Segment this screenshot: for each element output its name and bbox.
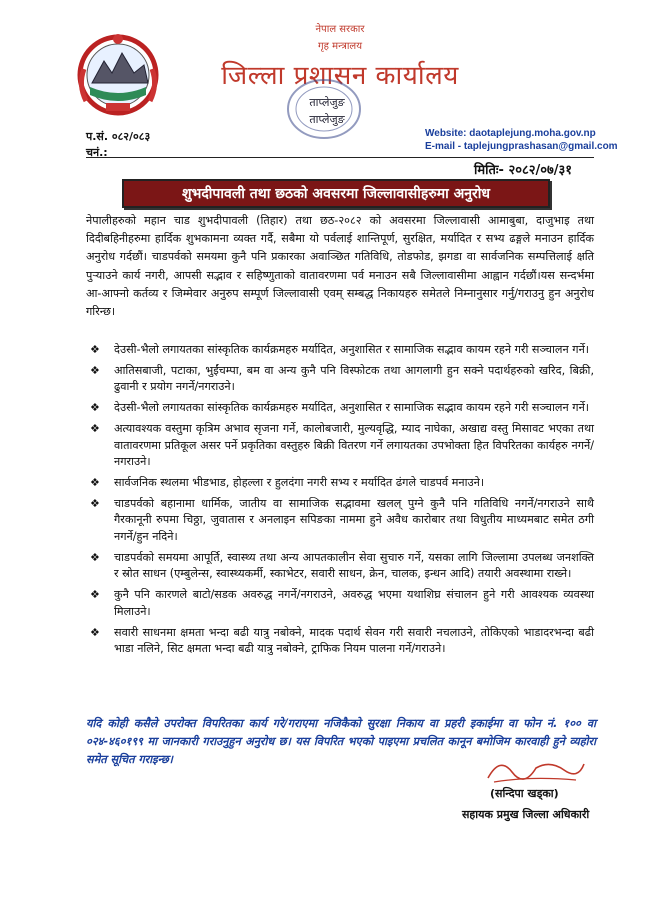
list-item <box>86 421 594 471</box>
website-link[interactable]: Website: daotaplejung.moha.gov.np <box>425 128 596 139</box>
signer-name: (सन्दिपा खड्का) <box>490 787 559 800</box>
bullet-icon: ❖ <box>90 421 100 435</box>
list-item-text: अत्यावश्यक वस्तुमा कृत्रिम अभाव सृजना गर्ने, कालोबजारी, मुल्यवृद्धि, म्याद नाघेका, अखाद्य वस्तु मिसावट भएका तथा वातावरणमा प्रतिकूल असर पर्ने प्रकृतिका वस्तुहरु बिक्री वितरण गर्ने लगायतका उपभोक्ता हित विपरितका कार्यहरु नगर्ने/नगराउने। <box>114 421 594 469</box>
signature-icon <box>480 750 590 790</box>
contact-notice: यदि कोही कसैले उपरोक्त विपरितका कार्य गरे/गराएमा नजिकैको सुरक्षा निकाय वा प्रहरी इकाईमा वा फोन नं. १०० वा ०२४-४६०१९९ मा जानकारी गराउनुहुन अनुरोध छ। यस विपरित भएको पाइएमा प्रचलित कानून बमोजिम कारवाही हुने व्यहोरा समेत सूचित गराइन्छ। <box>86 717 596 767</box>
ministry-label: गृह मन्त्रालय <box>317 41 363 52</box>
list-item <box>86 363 594 396</box>
list-item <box>86 625 594 658</box>
list-item <box>86 587 594 620</box>
list-item-text: चाडपर्वको बहानामा धार्मिक, जातीय वा सामाजिक सद्भावमा खलल् पुग्ने कुनै पनि गतिविधि नगर्ने/नगराउने साथै गैरकानूनी रुपमा चिठ्ठा, जुवातास र अनलाइन सपिङका नाममा हुने अवैध कारोबार तथा विधुतीय माध्यमबाट समेत ठगी नगर्ने/हुन नदिने। <box>114 496 594 544</box>
list-item-text: देउसी-भैलो लगायतका सांस्कृतिक कार्यक्रमहरु मर्यादित, अनुशासित र सामाजिक सद्भाव कायम रहने गरी सञ्चालन गर्ने। <box>114 401 590 415</box>
header-divider <box>86 157 594 158</box>
bullet-icon: ❖ <box>90 496 100 510</box>
intro-paragraph: नेपालीहरुको महान चाड शुभदीपावली (तिहार) तथा छठ-२०८२ को अवसरमा जिल्लावासी आमाबुबा, दाजुभाइ तथा दिदीबहिनीहरुमा हार्दिक शुभकामना व्यक्त गर्दै, सबैमा यो पर्वलाई शान्तिपूर्ण, सुरक्षित, मर्यादित र सभ्य ढङ्गले मनाउन हार्दिक अनुरोध गर्दछौं। चाडपर्वको समयमा कुनै पनि प्रकारका अवाञ्छित गतिविधि, तोडफोड, झगडा वा सार्वजनिक सम्पत्तिलाई क्षति पुऱ्याउने कार्य नगरी, आपसी सद्भाव र सहिष्णुताको वातावरणमा पर्व मनाउन सबै जिल्लावासीमा आह्वान गर्दछौं।यस सन्दर्भमा आ-आफ्नो कर्तव्य र जिम्मेवार अनुरुप सम्पूर्ण जिल्लावासी एवम् सम्बद्ध निकायहरु समेतले निम्नानुसार गर्नु/गराउनु हुन अनुरोध गरिन्छ। <box>86 214 594 319</box>
signer-title: सहायक प्रमुख जिल्ला अधिकारी <box>462 808 590 821</box>
list-item-text: चाडपर्वको समयमा आपूर्ति, स्वास्थ्य तथा अन्य आपतकालीन सेवा सुचारु गर्ने, यसका लागि जिल्लामा उपलब्ध जनशक्ति र स्रोत साधन (एम्बुलेन्स, स्वास्थ्यकर्मी, स्काभेटर, सवारी साधन, क्रेन, चालक, इन्धन आदि) तयारी अवस्थामा राख्ने। <box>114 550 594 581</box>
dispatch-number: चनं.: <box>86 146 108 159</box>
list-item <box>86 550 594 583</box>
document-date: मितिः- २०८२/०७/३१ <box>474 163 573 178</box>
government-label: नेपाल सरकार <box>315 24 365 35</box>
list-item-text: कुनै पनि कारणले बाटो/सडक अवरुद्ध नगर्ने/नगराउने, अवरुद्ध भएमा यथाशिघ्र संचालन हुने गरी आवश्यक व्यवस्था मिलाउने। <box>114 588 594 618</box>
list-item-text: देउसी-भैलो लगायतका सांस्कृतिक कार्यक्रमहरु मर्यादित, अनुशासित र सामाजिक सद्भाव कायम रहने गरी सञ्चालन गर्ने। <box>114 343 590 356</box>
bullet-icon: ❖ <box>90 588 100 602</box>
request-list <box>86 342 594 662</box>
email-link[interactable]: E-mail - taplejungprashasan@gmail.com <box>425 141 618 152</box>
stamp-text: ताप्लेजुङ <box>309 113 345 126</box>
list-item <box>86 400 594 417</box>
bullet-icon: ❖ <box>90 550 100 564</box>
bullet-icon: ❖ <box>90 343 100 356</box>
bullet-icon: ❖ <box>90 475 100 489</box>
bullet-icon: ❖ <box>90 401 100 415</box>
stamp-text: ताप्लेजुङ <box>309 96 345 109</box>
reference-number: प.सं. ०८२/०८३ <box>86 130 151 143</box>
bullet-icon: ❖ <box>90 625 100 639</box>
bullet-icon: ❖ <box>90 363 100 377</box>
notice-title: शुभदीपावली तथा छठको अवसरमा जिल्लावासीहरुमा अनुरोध <box>182 186 490 202</box>
list-item <box>86 475 594 492</box>
notice-title-banner <box>122 179 550 208</box>
list-item-text: आतिसबाजी, पटाका, भुईंचम्पा, बम वा अन्य कुनै पनि विस्फोटक तथा आगलागी हुन सक्ने पदार्थहरुको खरिद, बिक्री, ढुवानी र प्रयोग नगर्ने/नगराउने। <box>114 363 594 394</box>
list-item-text: सार्वजनिक स्थलमा भीडभाड, होहल्ला र हुलदंगा नगरी सभ्य र मर्यादित ढंगले चाडपर्व मनाउने। <box>114 475 485 489</box>
list-item <box>86 496 594 546</box>
office-title: जिल्ला प्रशासन कार्यालय <box>221 61 459 91</box>
list-item <box>86 342 594 359</box>
list-item-text: सवारी साधनमा क्षमता भन्दा बढी यात्रु नबोक्ने, मादक पदार्थ सेवन गरी सवारी नचलाउने, तोकिएको भाडादरभन्दा बढी भाडा नलिने, सिट क्षमता भन्दा बढी यात्रु नबोक्ने, ट्राफिक नियम पालना गर्ने/गराउने। <box>114 625 594 656</box>
nepal-emblem-icon <box>72 25 164 125</box>
